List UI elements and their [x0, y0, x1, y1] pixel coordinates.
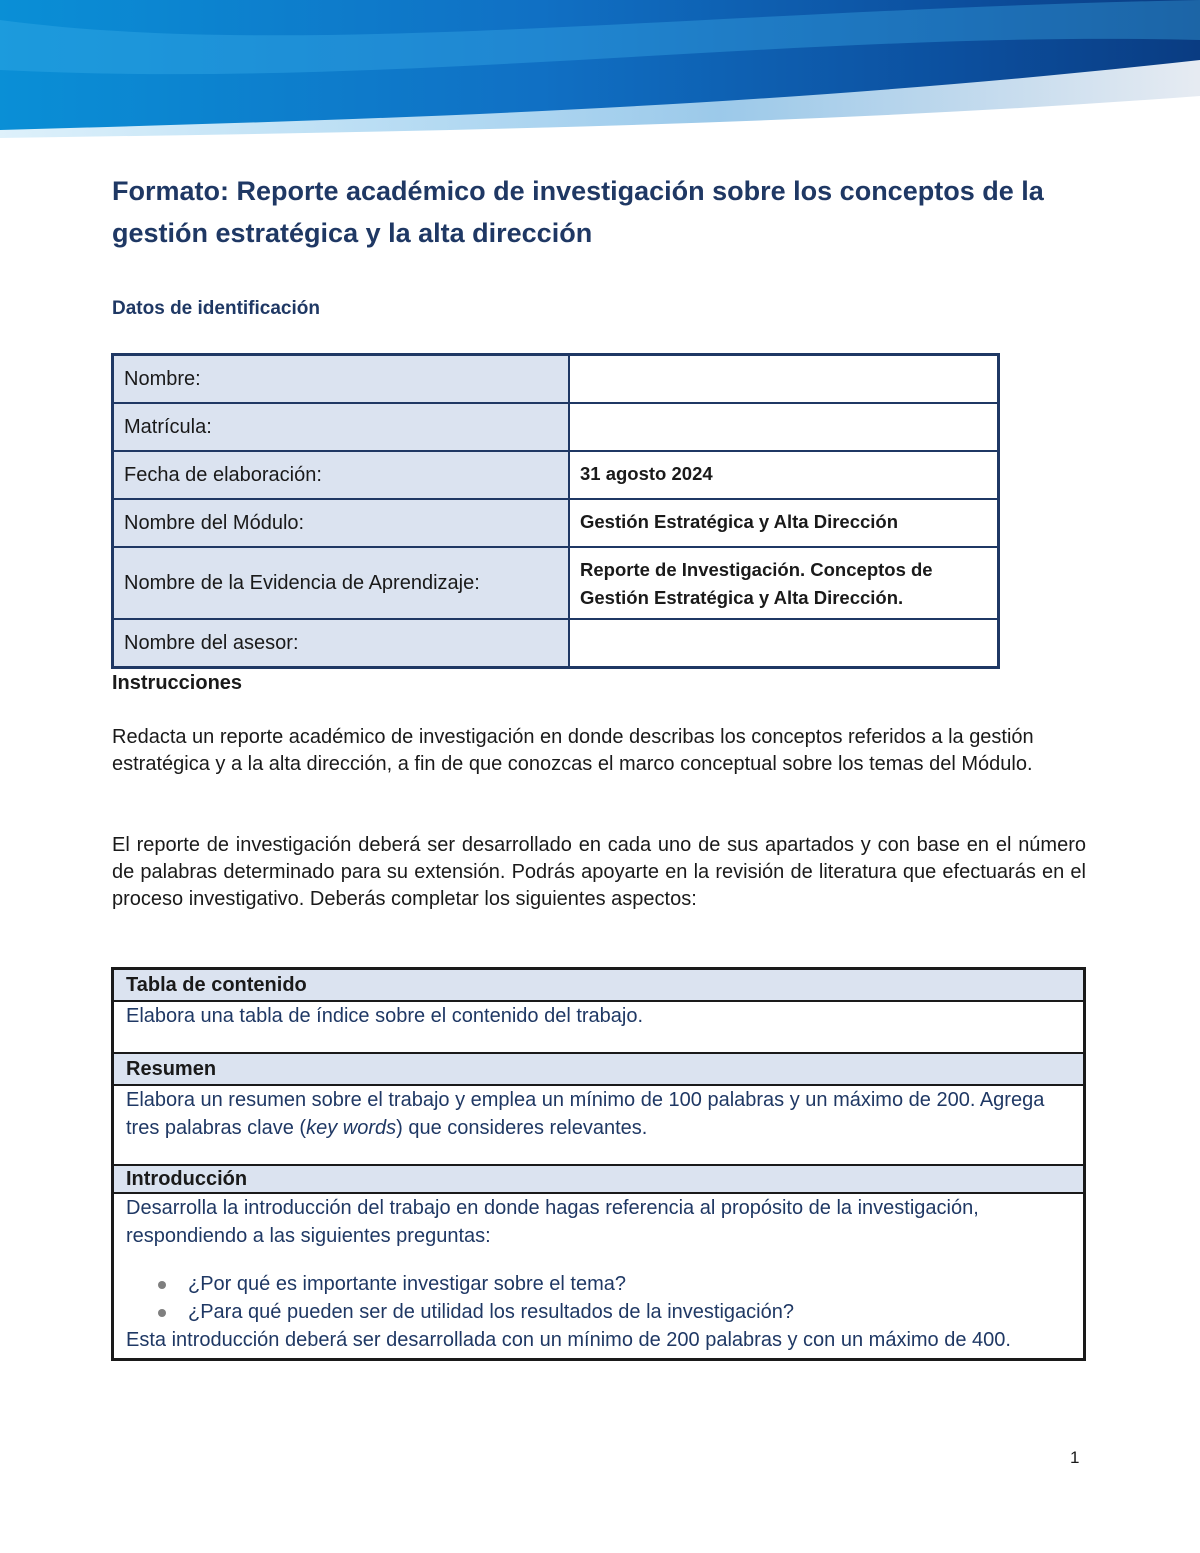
toc-heading: Tabla de contenido — [113, 969, 1085, 1002]
summary-heading: Resumen — [113, 1053, 1085, 1085]
field-label: Nombre: — [113, 355, 570, 404]
summary-text-start: Elabora un resumen sobre el trabajo y emplea un mínimo de 100 palabras y un máximo de 200. Agrega tres palabras clave ( — [126, 1089, 1045, 1139]
table-row — [113, 969, 1085, 1002]
table-row — [113, 1193, 1085, 1360]
field-value: Gestión Estratégica y Alta Dirección — [569, 499, 999, 547]
aspects-table — [111, 967, 1086, 1361]
intro-closing: Esta introducción deberá ser desarrollada con un mínimo de 200 palabras y con un máximo de 400. — [126, 1329, 1011, 1351]
table-row — [113, 499, 999, 547]
field-label: Matrícula: — [113, 403, 570, 451]
table-row — [113, 403, 999, 451]
table-row — [113, 1053, 1085, 1085]
intro-question: ¿Por qué es importante investigar sobre el tema? — [188, 1273, 626, 1295]
field-value — [569, 355, 999, 404]
field-value — [569, 619, 999, 668]
intro-question: ¿Para qué pueden ser de utilidad los resultados de la investigación? — [188, 1301, 794, 1323]
identification-section-label: Datos de identificación — [112, 298, 320, 319]
table-row — [113, 547, 999, 619]
intro-text: Desarrolla la introducción del trabajo en donde hagas referencia al propósito de la investigación, respondiendo a las siguientes preguntas: — [126, 1197, 979, 1247]
table-row — [113, 1001, 1085, 1053]
header-banner — [0, 0, 1200, 146]
table-row — [113, 1085, 1085, 1165]
intro-heading: Introducción — [113, 1165, 1085, 1193]
table-row — [113, 451, 999, 499]
table-row — [113, 355, 999, 404]
toc-text: Elabora una tabla de índice sobre el contenido del trabajo. — [113, 1001, 1085, 1053]
instructions-paragraph-1: Redacta un reporte académico de investigación en donde describas los conceptos referidos a la gestión estratégica y a la alta dirección, a fin de que conozcas el marco conceptual sobre los temas del Módulo. — [112, 726, 1034, 775]
bullet-icon — [158, 1281, 166, 1289]
field-value: Reporte de Investigación. Conceptos de Gestión Estratégica y Alta Dirección. — [569, 547, 999, 619]
field-label: Fecha de elaboración: — [113, 451, 570, 499]
field-value: 31 agosto 2024 — [569, 451, 999, 499]
field-label: Nombre del Módulo: — [113, 499, 570, 547]
table-row — [113, 1165, 1085, 1193]
bullet-icon — [158, 1309, 166, 1317]
field-label: Nombre de la Evidencia de Aprendizaje: — [113, 547, 570, 619]
summary-text — [113, 1085, 1085, 1165]
list-item — [188, 1270, 1071, 1298]
instructions-paragraph-2: El reporte de investigación deberá ser desarrollado en cada uno de sus apartados y con base en el número de palabras determinado para su extensión. Podrás apoyarte en la revisión de literatura que efectuarás en el proceso investigativo. Deberás completar los siguientes aspectos: — [112, 834, 1086, 910]
field-label: Nombre del asesor: — [113, 619, 570, 668]
summary-text-end: ) que consideres relevantes. — [396, 1117, 648, 1139]
field-value — [569, 403, 999, 451]
identification-table — [111, 353, 1000, 669]
page-number: 1 — [1070, 1448, 1080, 1467]
intro-body — [113, 1193, 1085, 1360]
list-item — [188, 1298, 1071, 1326]
summary-keywords-italic: key words — [306, 1117, 397, 1139]
table-row — [113, 619, 999, 668]
instructions-heading: Instrucciones — [112, 672, 243, 694]
document-title: Formato: Reporte académico de investigación sobre los conceptos de la gestión estratégica y la alta dirección — [112, 176, 1044, 248]
intro-question-list — [126, 1270, 1071, 1326]
